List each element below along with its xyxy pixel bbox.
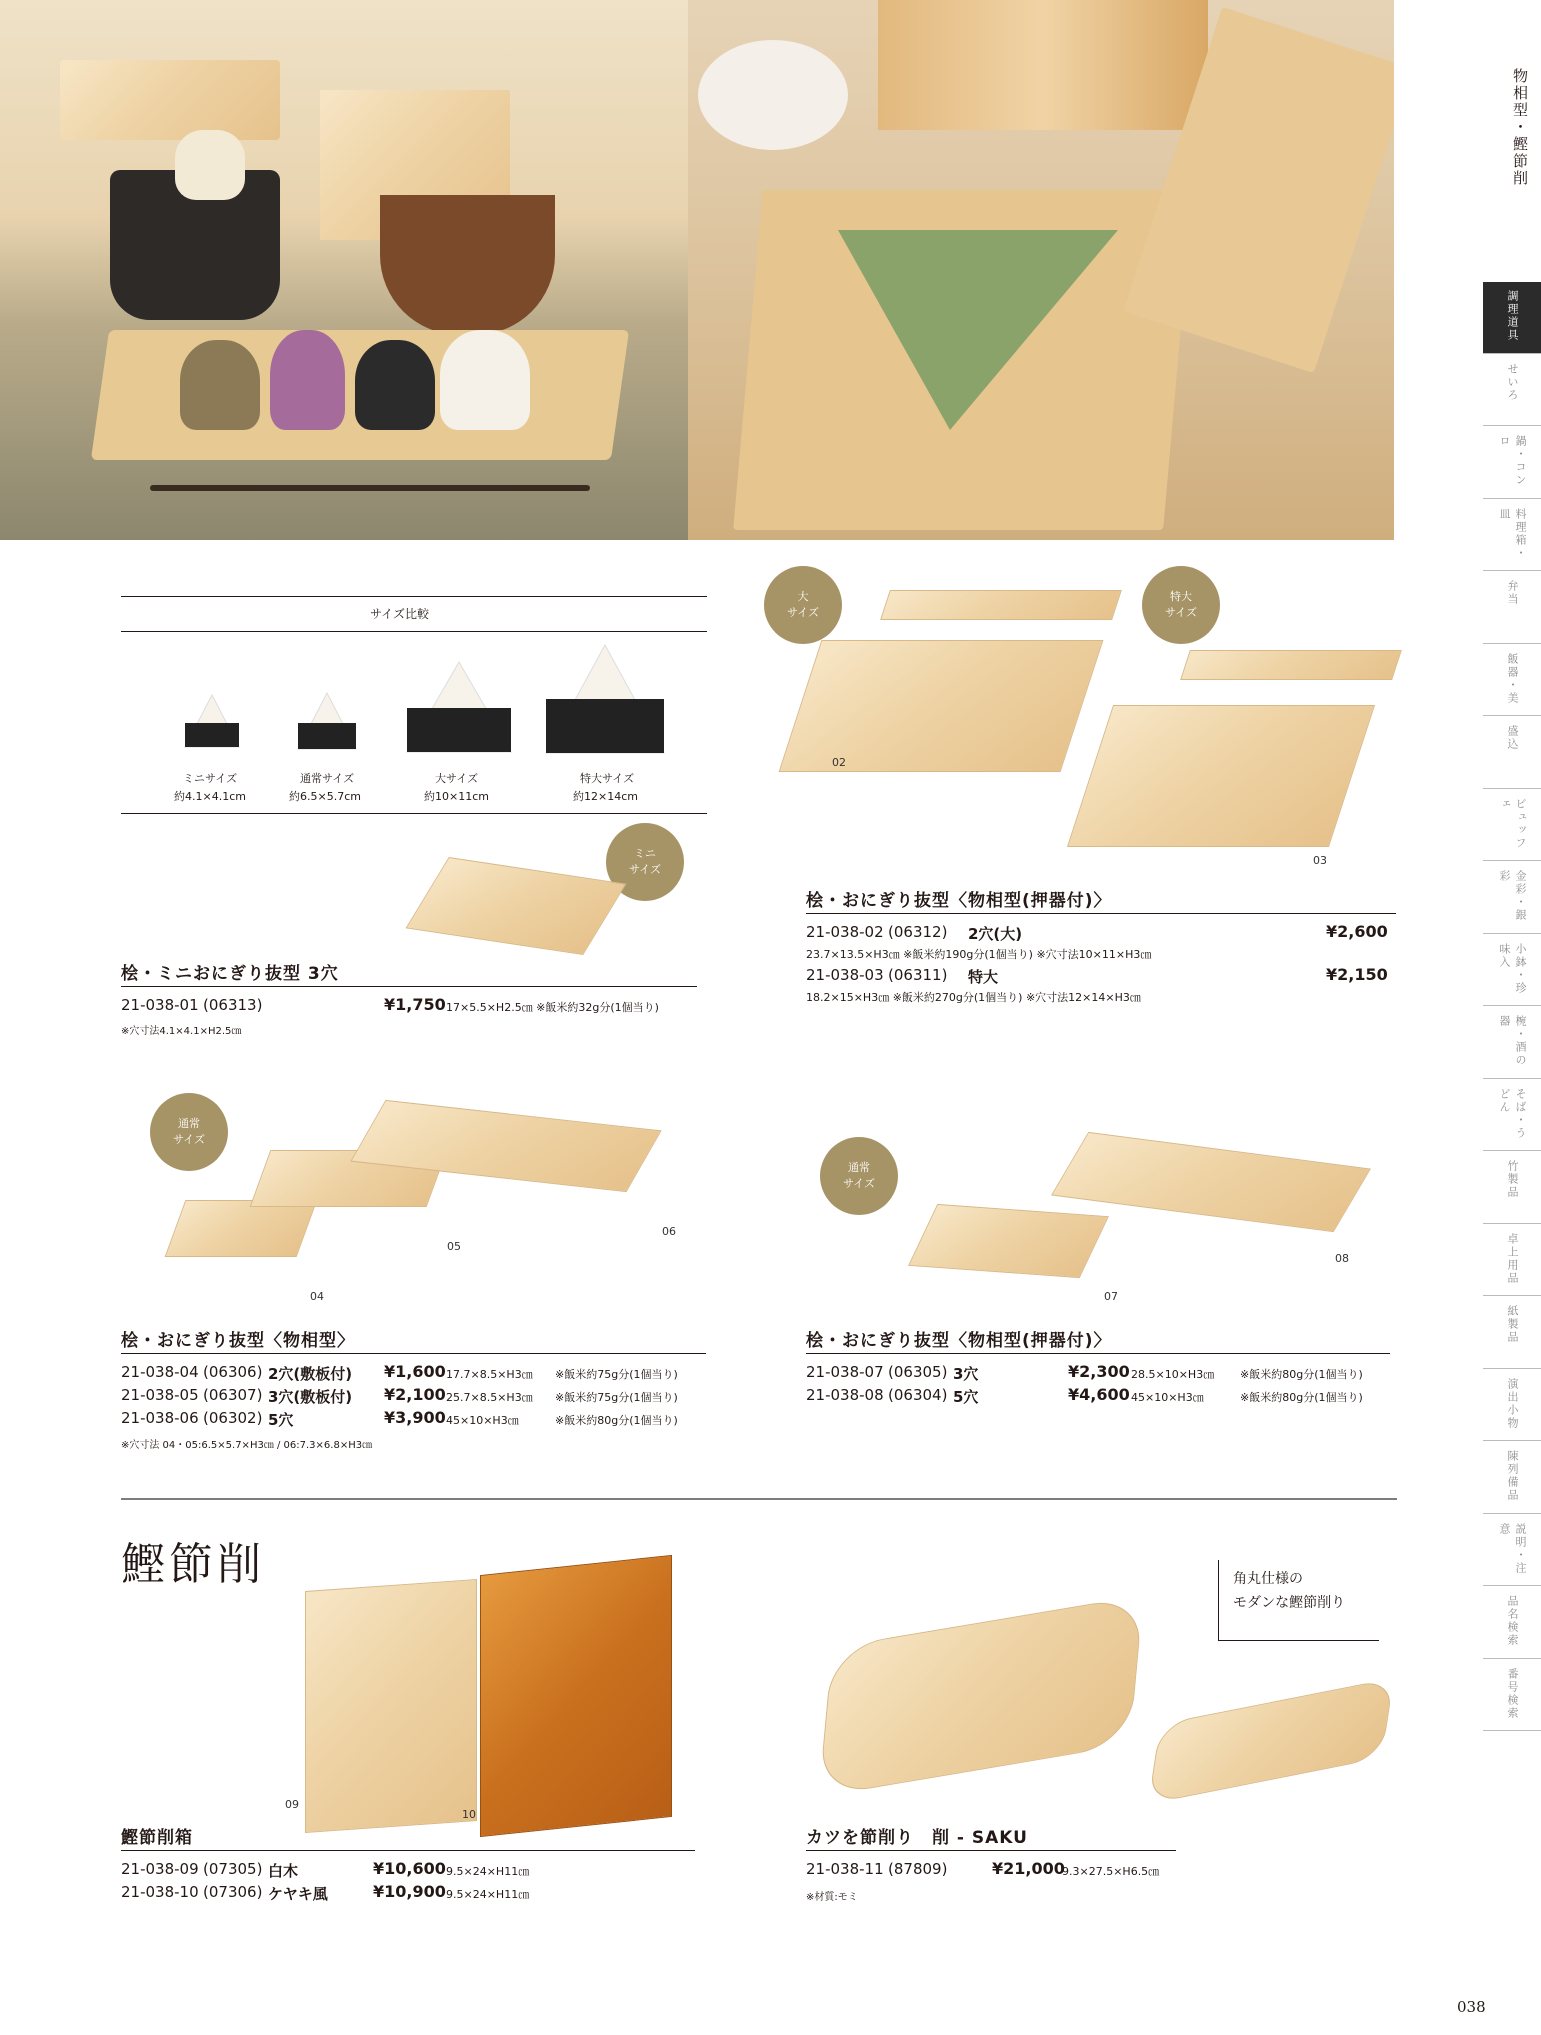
- shaver-box-09-code: 21-038-09: [121, 1860, 199, 1878]
- shaver-box-09-name: 白木: [268, 1862, 299, 1880]
- side-tab-divider: [1483, 643, 1541, 644]
- side-tab-divider: [1483, 1730, 1541, 1731]
- mold-footnote: ※穴寸法 04・05:6.5×5.7×H3㎝ / 06:7.3×6.8×H3㎝: [121, 1440, 373, 1451]
- press-mold-3hole-image: [908, 1204, 1109, 1278]
- size-dim-xlarge: 約12×14cm: [573, 790, 638, 803]
- mold-06-name: 5穴: [268, 1411, 294, 1429]
- shaver-box-10-code: 21-038-10: [121, 1883, 199, 1901]
- saku-callout: 角丸仕様の モダンな鰹節削り: [1218, 1560, 1379, 1641]
- katsuobushi-heading: 鰹節削: [121, 1539, 265, 1590]
- mold-05-jan: (06307): [203, 1386, 263, 1404]
- side-tab-divider: [1483, 1585, 1541, 1586]
- shaver-box-09-price: ¥10,600: [373, 1859, 446, 1878]
- side-tab-divider: [1483, 1150, 1541, 1151]
- side-tab-divider: [1483, 1658, 1541, 1659]
- press-mold-02-spec: 23.7×13.5×H3㎝ ※飯米約190g分(1個当り) ※穴寸法10×11×H3㎝: [806, 948, 1152, 961]
- shaver-box-09-spec: 9.5×24×H11㎝: [446, 1865, 530, 1878]
- label-10: 10: [462, 1808, 476, 1821]
- size-name-large: 大サイズ: [435, 772, 479, 785]
- mold-05-name: 3穴(敷板付): [268, 1388, 353, 1406]
- page-number: 038: [1457, 1998, 1486, 2016]
- shaver-box-title: 鰹節削箱: [121, 1828, 193, 1848]
- side-tab-3[interactable]: 鍋・コンロ: [1498, 435, 1527, 487]
- saku-price: ¥21,000: [992, 1859, 1065, 1878]
- label-07: 07: [1104, 1290, 1118, 1303]
- size-compare-heading: サイズ比較: [370, 607, 430, 621]
- mini-mold-code: 21-038-01: [121, 996, 199, 1014]
- side-tab-11[interactable]: 椀・酒の器: [1498, 1015, 1527, 1067]
- press-mold-07-dim: 28.5×10×H3㎝: [1131, 1368, 1215, 1381]
- size-name-normal: 通常サイズ: [300, 772, 355, 785]
- mold-05-dim: 25.7×8.5×H3㎝: [446, 1391, 533, 1404]
- mold-05-price: ¥2,100: [384, 1385, 446, 1404]
- side-tab-2[interactable]: せいろ: [1506, 362, 1519, 402]
- press-mold-02-name: 2穴(大): [968, 925, 1023, 943]
- side-tab-divider: [1483, 353, 1541, 354]
- side-tab-divider: [1483, 498, 1541, 499]
- mini-mold-note: ※穴寸法4.1×4.1×H2.5㎝: [121, 1026, 242, 1037]
- badge-mini-size: ミニ サイズ: [606, 823, 684, 901]
- mold-06-dim: 45×10×H3㎝: [446, 1414, 519, 1427]
- hero-photo-press-mold: [688, 0, 1394, 540]
- mold-06-price: ¥3,900: [384, 1408, 446, 1427]
- size-dim-mini: 約4.1×4.1cm: [174, 790, 246, 803]
- shaver-box-10-spec: 9.5×24×H11㎝: [446, 1888, 530, 1901]
- onigiri-normal-image: [296, 691, 358, 751]
- press-mold-large-title: 桧・おにぎり抜型〈物相型(押器付)〉: [806, 891, 1112, 911]
- side-tab-8[interactable]: ビュッフェ: [1498, 797, 1527, 850]
- side-tab-divider: [1483, 715, 1541, 716]
- onigiri-xlarge-image: [544, 643, 666, 755]
- onigiri-mini-image: [183, 693, 241, 749]
- badge-xlarge-size: 特大 サイズ: [1142, 566, 1220, 644]
- press-mold-03-jan: (06311): [888, 966, 948, 984]
- saku-shaver-open-image: [1148, 1678, 1394, 1804]
- saku-spec: 9.3×27.5×H6.5㎝: [1062, 1865, 1160, 1878]
- press-mold-03-code: 21-038-03: [806, 966, 884, 984]
- badge-normal-size-mold: 通常 サイズ: [150, 1093, 228, 1171]
- label-09: 09: [285, 1798, 299, 1811]
- mold-04-price: ¥1,600: [384, 1362, 446, 1381]
- side-tab-16[interactable]: 演出小物: [1506, 1377, 1519, 1430]
- press-mold-title: 桧・おにぎり抜型〈物相型(押器付)〉: [806, 1331, 1112, 1351]
- press-mold-08-name: 5穴: [953, 1388, 979, 1406]
- shaver-box-10-price: ¥10,900: [373, 1882, 446, 1901]
- shaver-box-white-image: [305, 1579, 477, 1833]
- onigiri-large-image: [405, 660, 513, 754]
- mold-title: 桧・おにぎり抜型〈物相型〉: [121, 1331, 355, 1351]
- label-02: 02: [832, 756, 846, 769]
- press-mold-02-price: ¥2,600: [1326, 922, 1388, 941]
- mold-05-code: 21-038-05: [121, 1386, 199, 1404]
- side-tab-19[interactable]: 品名検索: [1506, 1595, 1519, 1647]
- press-mold-08-price: ¥4,600: [1068, 1385, 1130, 1404]
- press-mold-07-code: 21-038-07: [806, 1363, 884, 1381]
- side-tab-divider: [1483, 1368, 1541, 1369]
- hero-photo-onigiri-plate: [0, 0, 688, 540]
- shaver-box-10-name: ケヤキ風: [268, 1885, 328, 1903]
- press-mold-07-note: ※飯米約80g分(1個当り): [1240, 1368, 1363, 1381]
- size-dim-large: 約10×11cm: [424, 790, 489, 803]
- side-tab-9[interactable]: 金彩・銀彩: [1498, 870, 1527, 922]
- saku-title: カツを節削り 削 - SAKU: [806, 1828, 1028, 1848]
- side-tab-10[interactable]: 小鉢・珍味入: [1498, 942, 1527, 995]
- press-mold-03-price: ¥2,150: [1326, 965, 1388, 984]
- side-tab-divider: [1483, 860, 1541, 861]
- mold-04-name: 2穴(敷板付): [268, 1365, 353, 1383]
- side-tab-divider: [1483, 933, 1541, 934]
- side-tab-7[interactable]: 盛込: [1506, 725, 1519, 751]
- side-tab-14[interactable]: 卓上用品: [1506, 1232, 1519, 1285]
- side-tab-17[interactable]: 陳列備品: [1506, 1450, 1519, 1502]
- label-08: 08: [1335, 1252, 1349, 1265]
- side-tab-6[interactable]: 飯器・美: [1506, 652, 1519, 705]
- size-name-mini: ミニサイズ: [183, 772, 238, 785]
- side-tab-divider: [1483, 1078, 1541, 1079]
- side-tab-13[interactable]: 竹製品: [1506, 1160, 1519, 1199]
- badge-large-size: 大 サイズ: [764, 566, 842, 644]
- side-tab-18[interactable]: 説明・注意: [1498, 1522, 1527, 1575]
- press-mold-02-code: 21-038-02: [806, 923, 884, 941]
- press-mold-large-image: [779, 640, 1104, 772]
- label-04: 04: [310, 1290, 324, 1303]
- mold-06-note: ※飯米約80g分(1個当り): [555, 1414, 678, 1427]
- press-mold-08-dim: 45×10×H3㎝: [1131, 1391, 1204, 1404]
- side-tab-divider: [1483, 1513, 1541, 1514]
- mini-mold-jan: (06313): [203, 996, 263, 1014]
- press-mold-08-code: 21-038-08: [806, 1386, 884, 1404]
- shaver-box-09-jan: (07305): [203, 1860, 263, 1878]
- side-tab-divider: [1483, 1005, 1541, 1006]
- mold-04-dim: 17.7×8.5×H3㎝: [446, 1368, 533, 1381]
- press-mold-08-jan: (06304): [888, 1386, 948, 1404]
- side-tab-divider: [1483, 1440, 1541, 1441]
- press-mold-07-name: 3穴: [953, 1365, 979, 1383]
- section-divider: [121, 1498, 1397, 1500]
- size-dim-normal: 約6.5×5.7cm: [289, 790, 361, 803]
- saku-jan: (87809): [888, 1860, 948, 1878]
- side-tab-15[interactable]: 紙製品: [1506, 1305, 1519, 1344]
- mold-06-code: 21-038-06: [121, 1409, 199, 1427]
- side-tab-12[interactable]: そば・うどん: [1498, 1087, 1527, 1140]
- side-tab-4[interactable]: 料理箱・皿: [1498, 507, 1527, 560]
- saku-shaver-image: [818, 1595, 1143, 1797]
- mini-mold-price: ¥1,750: [384, 995, 446, 1014]
- side-tab-divider: [1483, 788, 1541, 789]
- label-06: 06: [662, 1225, 676, 1238]
- press-mold-02-jan: (06312): [888, 923, 948, 941]
- label-03: 03: [1313, 854, 1327, 867]
- press-mold-08-note: ※飯米約80g分(1個当り): [1240, 1391, 1363, 1404]
- mold-06-jan: (06302): [203, 1409, 263, 1427]
- side-tab-divider: [1483, 570, 1541, 571]
- mini-mold-image: [406, 857, 627, 955]
- saku-code: 21-038-11: [806, 1860, 884, 1878]
- press-mold-xlarge-image: [1067, 705, 1375, 847]
- shaver-box-keyaki-image: [480, 1555, 672, 1837]
- side-tab-20[interactable]: 番号検索: [1506, 1667, 1519, 1720]
- shaver-box-10-jan: (07306): [203, 1883, 263, 1901]
- size-name-xlarge: 特大サイズ: [580, 772, 635, 785]
- mold-05-note: ※飯米約75g分(1個当り): [555, 1391, 678, 1404]
- mold-04-jan: (06306): [203, 1363, 263, 1381]
- press-mold-07-jan: (06305): [888, 1363, 948, 1381]
- press-mold-07-price: ¥2,300: [1068, 1362, 1130, 1381]
- label-05: 05: [447, 1240, 461, 1253]
- saku-note: ※材質:モミ: [806, 1892, 858, 1903]
- press-mold-03-spec: 18.2×15×H3㎝ ※飯米約270g分(1個当り) ※穴寸法12×14×H3㎝: [806, 991, 1141, 1004]
- side-tab-divider: [1483, 425, 1541, 426]
- mini-mold-title: 桧・ミニおにぎり抜型 3穴: [121, 964, 339, 984]
- press-mold-03-name: 特大: [968, 968, 999, 986]
- side-tab-1[interactable]: 調理道具: [1483, 282, 1541, 353]
- badge-normal-size-press-mold: 通常 サイズ: [820, 1137, 898, 1215]
- side-tab-divider: [1483, 1223, 1541, 1224]
- side-title: 物相型・鰹節削: [1511, 68, 1529, 187]
- side-tab-divider: [1483, 1295, 1541, 1296]
- mini-mold-spec: 17×5.5×H2.5㎝ ※飯米約32g分(1個当り): [446, 1001, 659, 1014]
- mold-2hole-image: [165, 1200, 318, 1257]
- side-tab-5[interactable]: 弁当: [1506, 580, 1519, 606]
- mold-04-code: 21-038-04: [121, 1363, 199, 1381]
- mold-04-note: ※飯米約75g分(1個当り): [555, 1368, 678, 1381]
